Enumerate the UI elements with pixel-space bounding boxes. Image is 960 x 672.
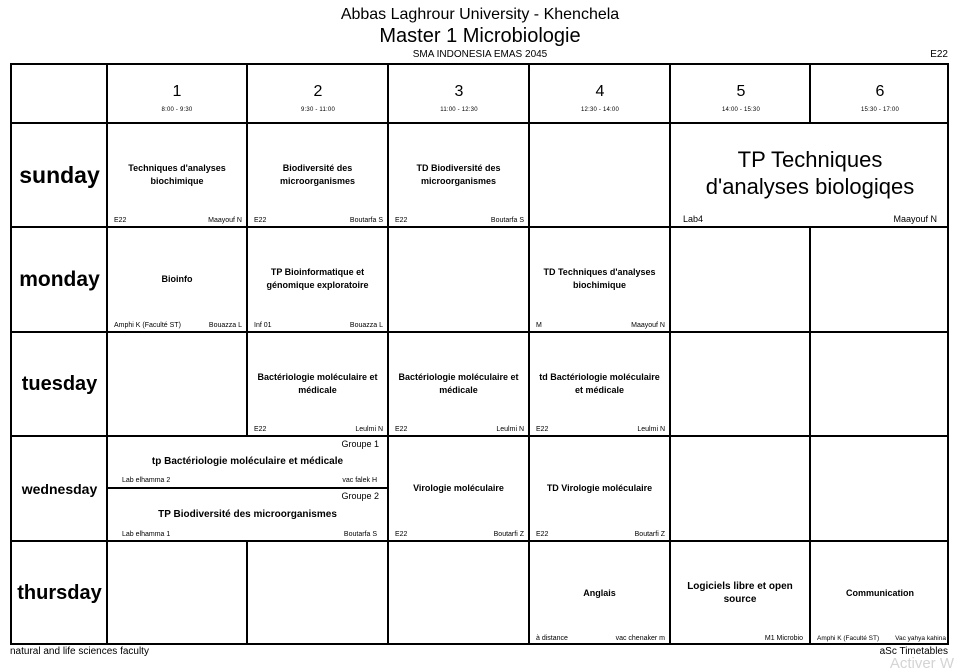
- lesson-card[interactable]: [108, 124, 246, 227]
- day-label-sunday: sunday: [19, 162, 100, 188]
- lesson-teacher: Vac yahya kahina: [895, 635, 946, 642]
- lesson-title: TP Bioinformatique et génomique exploratoire: [266, 267, 369, 290]
- lesson-card-group-2[interactable]: [108, 489, 387, 541]
- day-label-monday: monday: [19, 268, 100, 291]
- lesson-room: E22: [536, 531, 549, 538]
- period-header-4: [530, 65, 670, 122]
- lesson-room: Lab elhamma 2: [122, 477, 171, 484]
- lesson-room: Amphi K (Faculté ST): [114, 322, 181, 329]
- period-time: 14:00 - 15:30: [722, 107, 760, 113]
- lesson-card[interactable]: [530, 437, 669, 541]
- lesson-title: td Bactériologie moléculaire et médicale: [539, 372, 660, 395]
- lesson-title: Bactériologie moléculaire et médicale: [398, 372, 519, 395]
- period-number: 3: [454, 83, 464, 100]
- lesson-title: TD Techniques d'analyses biochimique: [543, 267, 656, 290]
- lesson-card[interactable]: [530, 542, 669, 645]
- period-number: 5: [736, 83, 746, 100]
- lesson-room: E22: [536, 426, 549, 433]
- school-name: SMA INDONESIA EMAS 2045: [412, 49, 548, 60]
- period-header-1: [107, 65, 247, 122]
- period-time: 9:30 - 11:00: [301, 107, 335, 113]
- lesson-card[interactable]: [530, 228, 669, 332]
- lesson-room: Inf 01: [254, 322, 272, 329]
- period-time: 11:00 - 12:30: [440, 107, 478, 113]
- day-label-wednesday: wednesday: [21, 481, 98, 497]
- period-header-5: [671, 65, 811, 122]
- faculty-footer: natural and life sciences faculty: [10, 646, 149, 657]
- lesson-card-large[interactable]: [671, 124, 949, 227]
- lesson-card[interactable]: [671, 542, 809, 645]
- lesson-room: Amphi K (Faculté ST): [817, 635, 880, 642]
- lesson-title: TD Virologie moléculaire: [546, 483, 653, 493]
- program-title: Master 1 Microbiologie: [379, 25, 581, 47]
- lesson-room: E22: [114, 217, 127, 224]
- lesson-card[interactable]: [389, 437, 528, 541]
- day-label-thursday: thursday: [17, 582, 102, 604]
- lesson-room: Lab4: [683, 214, 704, 224]
- lesson-teacher: Boutarfi Z: [493, 531, 524, 538]
- lesson-card[interactable]: [248, 228, 387, 332]
- lesson-teacher: vac falek H: [342, 477, 377, 484]
- lesson-card[interactable]: [389, 124, 528, 227]
- lesson-card[interactable]: [248, 333, 387, 436]
- lesson-teacher: Leulmi N: [637, 426, 665, 433]
- lesson-teacher: Boutarfa S: [349, 217, 383, 224]
- period-time: 15:30 - 17:00: [861, 107, 899, 113]
- period-time: 12:30 - 14:00: [581, 107, 619, 113]
- lesson-card[interactable]: [530, 333, 669, 436]
- period-number: 1: [172, 83, 182, 100]
- period-number: 4: [595, 83, 605, 100]
- lesson-card[interactable]: [108, 228, 246, 332]
- period-header-2: [248, 65, 388, 122]
- lesson-room: M: [536, 322, 542, 329]
- lesson-teacher: Maayouf N: [631, 322, 665, 329]
- lesson-title: Logiciels libre et open source: [687, 581, 793, 605]
- lesson-title: Communication: [845, 588, 914, 598]
- lesson-title: Biodiversité des microorganismes: [279, 163, 356, 186]
- lesson-room: E22: [395, 531, 408, 538]
- lesson-teacher: Boutarfa S: [490, 217, 524, 224]
- asc-timetables-brand: aSc Timetables: [879, 646, 948, 657]
- lesson-room: E22: [254, 426, 267, 433]
- lesson-room: E22: [395, 426, 408, 433]
- lesson-title: TP Techniques d'analyses biologiqes: [705, 147, 915, 199]
- period-time: 8:00 - 9:30: [161, 107, 193, 113]
- lesson-title: TD Biodiversité des microorganismes: [416, 163, 501, 186]
- lesson-room: à distance: [536, 635, 568, 642]
- lesson-title: Bactériologie moléculaire et médicale: [257, 372, 378, 395]
- lesson-card[interactable]: [248, 124, 387, 227]
- lesson-title: TP Biodiversité des microorganismes: [158, 509, 337, 520]
- lesson-teacher: Maayouf N: [893, 214, 937, 224]
- period-number: 6: [875, 83, 885, 100]
- lesson-teacher: vac chenaker m: [615, 635, 665, 642]
- period-header-3: [389, 65, 529, 122]
- period-header-6: [811, 65, 949, 122]
- lesson-title: Bioinfo: [161, 274, 193, 284]
- class-room-code: E22: [930, 49, 948, 60]
- lesson-teacher: Bouazza L: [349, 322, 383, 329]
- lesson-teacher: Leulmi N: [496, 426, 524, 433]
- lesson-room: M1 Microbio: [764, 635, 803, 642]
- group-label: Groupe 2: [341, 491, 379, 501]
- lesson-teacher: Boutarfi Z: [634, 531, 665, 538]
- activation-watermark: Activer W: [889, 655, 954, 672]
- lesson-title: tp Bactériologie moléculaire et médicale: [151, 456, 344, 467]
- lesson-teacher: Maayouf N: [208, 217, 242, 224]
- day-label-tuesday: tuesday: [21, 373, 98, 395]
- lesson-room: E22: [254, 217, 267, 224]
- university-title: Abbas Laghrour University - Khenchela: [340, 6, 620, 23]
- lesson-title: Anglais: [583, 588, 616, 598]
- lesson-teacher: Leulmi N: [355, 426, 383, 433]
- lesson-card[interactable]: [811, 542, 949, 645]
- lesson-title: Virologie moléculaire: [413, 483, 504, 493]
- lesson-card[interactable]: [389, 333, 528, 436]
- lesson-card-group-1[interactable]: [108, 437, 387, 487]
- group-label: Groupe 1: [341, 439, 379, 449]
- timetable-grid: [10, 63, 949, 645]
- lesson-room: E22: [395, 217, 408, 224]
- lesson-teacher: Boutarfa S: [343, 531, 377, 538]
- period-number: 2: [313, 83, 323, 100]
- lesson-title: Techniques d'analyses biochimique: [128, 163, 226, 186]
- lesson-room: Lab elhamma 1: [122, 531, 171, 538]
- lesson-teacher: Bouazza L: [208, 322, 242, 329]
